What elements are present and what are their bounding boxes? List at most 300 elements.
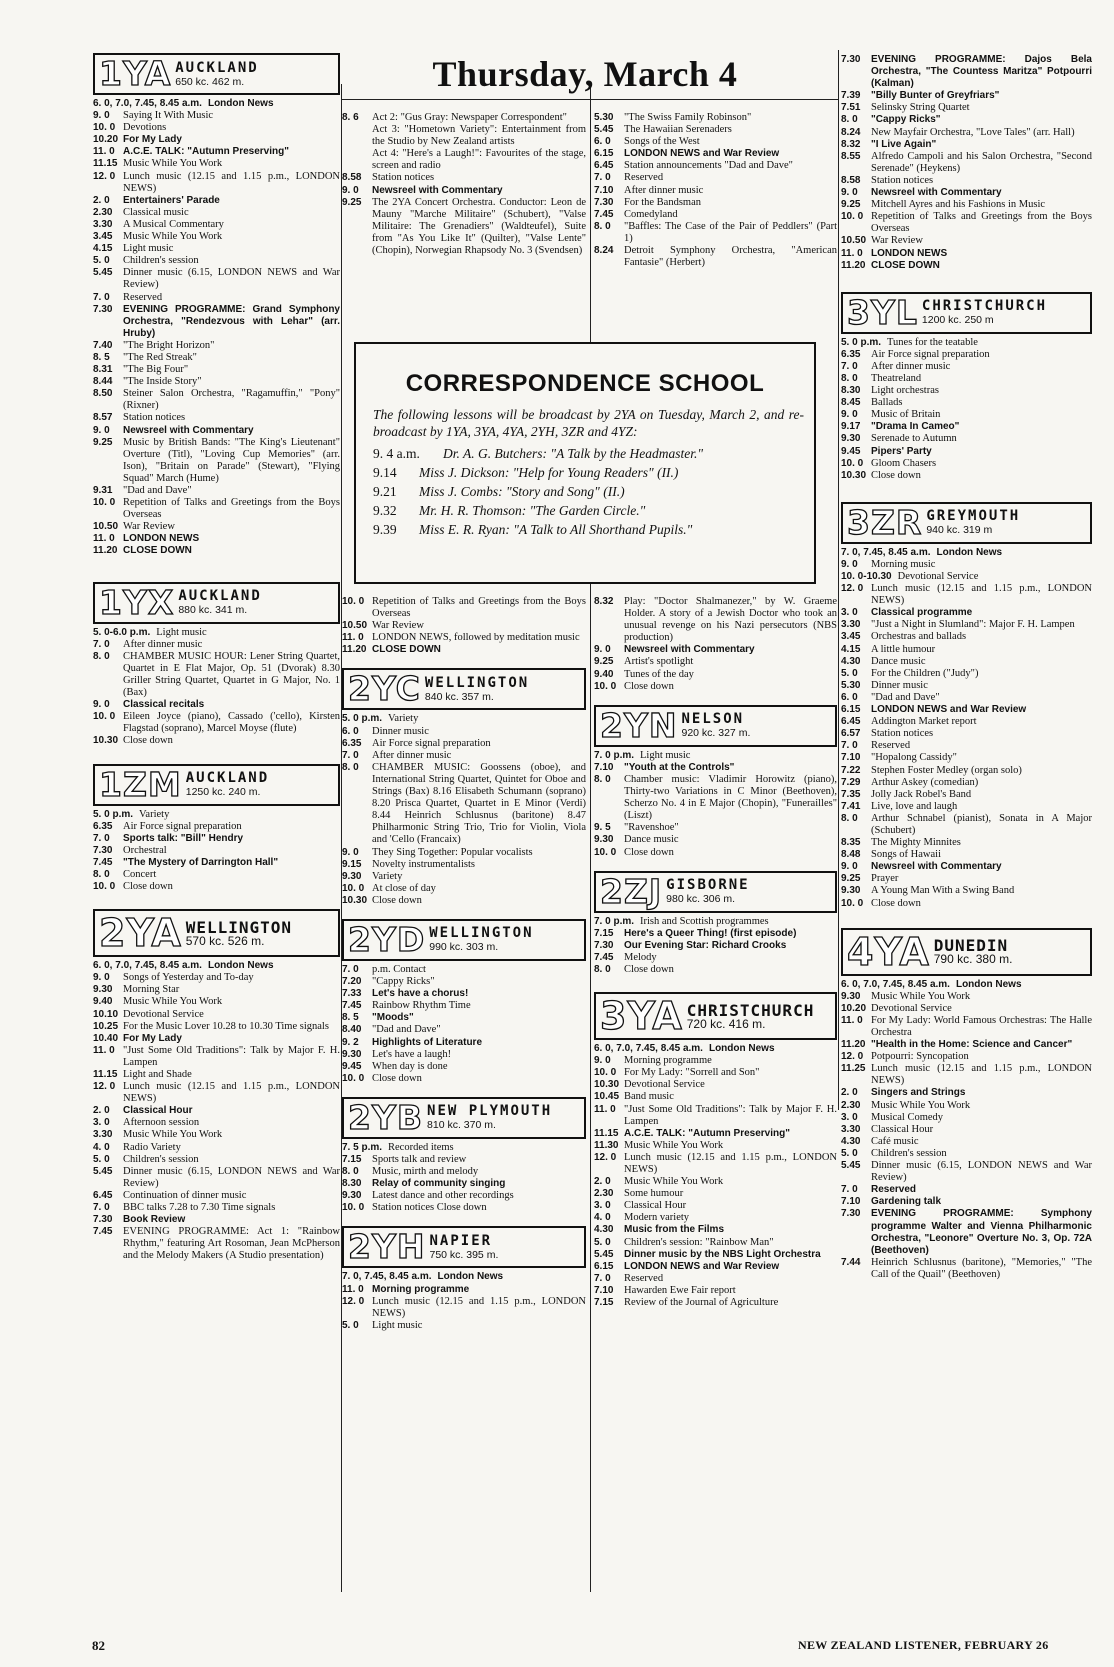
page-number: 82 <box>92 1638 105 1653</box>
programme-title: A.C.E. TALK: "Autumn Preserving" <box>123 146 289 158</box>
programme-time: 8.30 <box>342 1178 362 1190</box>
programme-time: 10. 0 <box>594 680 617 692</box>
programme-title: Prayer <box>871 873 899 885</box>
programme-title: Light and Shade <box>123 1069 192 1080</box>
programme-title: "The Bright Horizon" <box>123 339 215 351</box>
programme-title: Children's session <box>871 1147 947 1159</box>
programme-title: Highlights of Literature <box>372 1036 482 1048</box>
programme-list <box>342 1271 586 1331</box>
programme-item <box>93 1117 340 1129</box>
programme-time: 8. 0 <box>342 761 359 773</box>
programme-title: Air Force signal preparation <box>123 820 242 832</box>
programme-list <box>594 1043 837 1309</box>
programme-item <box>93 735 340 747</box>
programme-title: Newsreel with Commentary <box>871 187 1002 199</box>
programme-item <box>594 762 837 774</box>
programme-time: 7.45 <box>342 1000 362 1012</box>
programme-title: Act 4: "Here's a Laugh!": Favourites of the stage, screen and radio <box>372 148 586 172</box>
programme-item <box>342 859 586 871</box>
programme-time: 3. 0 <box>93 1117 110 1129</box>
programme-time: 7.15 <box>594 1297 614 1309</box>
programme-list <box>841 547 1092 910</box>
programme-title: Recorded items <box>388 1141 454 1153</box>
programme-title: Act 2: "Gus Gray: Newspaper Correspondent" <box>372 112 567 123</box>
programme-title: Tunes for the teatable <box>887 336 978 348</box>
programme-title: EVENING PROGRAMME: Act 1: "Rainbow Rhythm," featuring Art Rosoman, Jean McPherson and the Melody Makers (A Studio presentation) <box>123 1226 340 1262</box>
programme-list <box>342 964 586 1085</box>
programme-title: Addington Market report <box>871 716 977 728</box>
programme-item <box>841 1063 1092 1087</box>
programme-title: CLOSE DOWN <box>123 545 192 557</box>
programme-time: 7.45 <box>594 208 614 220</box>
programme-item <box>594 1104 837 1128</box>
programme-list <box>342 713 586 907</box>
programme-time: 10.50 <box>93 521 119 533</box>
programme-time: 10. 0 <box>841 457 864 469</box>
programme-time: 9.25 <box>342 196 362 208</box>
programme-item <box>93 110 340 122</box>
programme-time: 3.45 <box>93 231 113 243</box>
programme-item <box>841 54 1092 90</box>
programme-title: War Review <box>372 620 424 632</box>
programme-time: 9. 5 <box>594 822 611 834</box>
programme-title: When day is done <box>372 1060 448 1072</box>
lesson-item <box>356 520 814 539</box>
programme-item <box>93 388 340 412</box>
programme-time: 7. 0 <box>594 1272 611 1284</box>
programme-time: 5.30 <box>594 112 614 123</box>
programme-time: 7.22 <box>841 764 861 776</box>
programme-time: 7.20 <box>342 976 362 988</box>
programme-item <box>594 148 837 160</box>
programme-title: War Review <box>123 521 175 533</box>
station-city: WELLINGTON <box>424 674 530 691</box>
programme-item <box>594 1043 837 1055</box>
programme-time: 6.15 <box>594 1260 614 1272</box>
station-frequency: 990 kc. 303 m. <box>429 941 499 954</box>
station-frequency: 650 kc. 462 m. <box>175 75 245 88</box>
programme-item <box>841 127 1092 139</box>
programme-time: 10.50 <box>342 620 368 632</box>
programme-title: "The Big Four" <box>123 364 189 376</box>
programme-time: 4.15 <box>93 243 113 255</box>
programme-item <box>93 857 340 869</box>
programme-time: 10.25 <box>93 1020 119 1032</box>
programme-title: Afternoon session <box>123 1117 200 1129</box>
programme-title: BBC talks 7.28 to 7.30 Time signals <box>123 1202 276 1214</box>
programme-time: 7. 0, 7.45, 8.45 a.m. <box>841 546 931 558</box>
programme-list <box>594 112 837 269</box>
programme-time: 10. 0 <box>93 711 116 723</box>
programme-time: 4.30 <box>841 655 861 667</box>
programme-item <box>342 1320 586 1332</box>
programme-item <box>342 1271 586 1283</box>
programme-item <box>342 895 586 907</box>
programme-title: Morning programme <box>372 1283 470 1295</box>
programme-item <box>93 437 340 485</box>
programme-time: 9.30 <box>93 984 113 996</box>
station-frequency: 790 kc. 380 m. <box>933 952 1013 967</box>
programme-title: Dinner music (6.15, LONDON NEWS and War Review) <box>123 1165 340 1189</box>
programme-title: After dinner music <box>871 360 951 372</box>
programme-time: 9. 0 <box>594 1055 611 1067</box>
programme-time: 7. 0 <box>841 740 858 752</box>
programme-time: 8.32 <box>841 138 861 150</box>
programme-item <box>594 644 837 656</box>
programme-title: Variety <box>388 713 419 725</box>
station-city: GREYMOUTH <box>926 508 1021 525</box>
programme-list <box>342 1142 586 1215</box>
programme-title: Children's session <box>123 255 199 267</box>
programme-time: 7. 0 <box>93 832 110 844</box>
programme-item <box>594 596 837 644</box>
programme-item <box>93 207 340 219</box>
programme-item <box>594 669 837 681</box>
programme-item <box>93 881 340 893</box>
programme-time: 10.40 <box>93 1032 119 1044</box>
programme-time: 5.30 <box>841 679 861 691</box>
programme-time: 9. 0 <box>342 846 359 858</box>
programme-time: 8.30 <box>841 385 861 397</box>
programme-title: Close down <box>871 897 921 909</box>
programme-item <box>841 349 1092 361</box>
programme-title: Station notices <box>372 172 435 184</box>
programme-title: LONDON NEWS and War Review <box>871 704 1027 716</box>
programme-item <box>594 1067 837 1079</box>
programme-title: p.m. Contact <box>372 963 426 975</box>
programme-item <box>93 711 340 735</box>
programme-item <box>841 114 1092 126</box>
programme-title: A little humour <box>871 643 936 655</box>
programme-item <box>594 928 837 940</box>
station-header-2yn <box>594 705 837 747</box>
programme-time: 5. 0 <box>93 1153 110 1165</box>
programme-time: 8. 0 <box>594 963 611 975</box>
programme-title: "Cappy Ricks" <box>871 114 941 126</box>
programme-item <box>594 750 837 762</box>
programme-title: Arthur Schnabel (pianist), Sonata in A Major (Schubert) <box>871 812 1092 836</box>
programme-time: 2. 0 <box>93 1105 110 1117</box>
programme-list <box>841 979 1092 1281</box>
programme-title: Serenade to Autumn <box>871 433 957 445</box>
programme-title: "Dad and Dave" <box>123 485 192 496</box>
programme-time: 9.30 <box>342 1190 362 1202</box>
station-logo: 4YA <box>847 929 930 974</box>
column-3 <box>594 596 837 1309</box>
programme-title: Classical programme <box>871 607 973 619</box>
programme-title: Sports talk and review <box>372 1154 467 1165</box>
programme-title: Lunch music (12.15 and 1.15 p.m., LONDON NEWS) <box>624 1151 837 1175</box>
station-logo: 1YA <box>99 54 172 93</box>
programme-item <box>93 255 340 267</box>
programme-time: 10.20 <box>841 1002 867 1014</box>
station-header-4ya <box>841 928 1092 976</box>
programme-time: 9. 0 <box>841 558 858 570</box>
programme-title: EVENING PROGRAMME: Grand Symphony Orchestra, "Rendezvous with Lehar" (arr. Hruby) <box>123 303 340 339</box>
programme-title: Pipers' Party <box>871 445 932 457</box>
programme-title: Detroit Symphony Orchestra, "American Fantasie" (Herbert) <box>624 245 837 269</box>
programme-title: Air Force signal preparation <box>372 737 491 749</box>
programme-title: Songs of the West <box>624 136 700 148</box>
programme-item <box>841 849 1092 861</box>
programme-time: 5. 0 p.m. <box>342 713 383 725</box>
programme-item <box>93 1190 340 1202</box>
programme-time: 7.41 <box>841 800 861 812</box>
programme-time: 7.35 <box>841 788 861 800</box>
programme-list <box>594 750 837 859</box>
lesson-time: 9.21 <box>373 484 397 499</box>
programme-time: 11. 0 <box>93 1044 115 1056</box>
programme-item <box>342 713 586 725</box>
station-frequency: 1200 kc. 250 m <box>921 314 994 327</box>
programme-title: Children's session <box>123 1153 199 1165</box>
programme-item <box>594 1128 837 1140</box>
programme-time: 7.15 <box>594 927 614 939</box>
programme-item <box>342 988 586 1000</box>
programme-title: Hawarden Ewe Fair report <box>624 1284 736 1296</box>
station-header-2ya <box>93 909 340 957</box>
station-city: AUCKLAND <box>178 588 262 605</box>
programme-time: 7.45 <box>93 1226 113 1238</box>
programme-time: 10.50 <box>841 235 867 247</box>
programme-time: 5. 0 <box>841 1147 858 1159</box>
programme-time: 10. 0 <box>342 596 365 607</box>
programme-time: 5.45 <box>841 1160 861 1172</box>
programme-time: 10. 0 <box>841 211 864 223</box>
programme-time: 7. 0 <box>841 1184 858 1196</box>
programme-title: The Mighty Minnites <box>871 837 961 849</box>
programme-item <box>594 952 837 964</box>
programme-title: Musical Comedy <box>871 1111 944 1123</box>
programme-time: 10. 0 <box>594 1067 617 1079</box>
programme-time: 6.57 <box>841 728 861 740</box>
programme-title: Classical music <box>123 206 189 218</box>
programme-title: Latest dance and other recordings <box>372 1190 514 1202</box>
programme-title: Morning programme <box>624 1055 712 1067</box>
programme-item <box>93 533 340 545</box>
programme-item <box>841 1100 1092 1112</box>
programme-item <box>841 1184 1092 1196</box>
programme-title: Arthur Askey (comedian) <box>871 776 979 788</box>
programme-item <box>841 433 1092 445</box>
programme-item <box>841 1148 1092 1160</box>
station-frequency: 810 kc. 370 m. <box>427 1119 496 1132</box>
programme-time: 8.24 <box>594 245 614 257</box>
programme-item <box>93 1069 340 1081</box>
programme-time: 12. 0 <box>93 1081 116 1093</box>
programme-title: "Dad and Dave" <box>372 1024 441 1036</box>
station-city: NEW PLYMOUTH <box>427 1103 553 1120</box>
programme-item <box>594 112 837 124</box>
station-frequency: 880 kc. 341 m. <box>178 604 248 617</box>
programme-time: 8. 0 <box>342 1166 359 1178</box>
programme-time: 7.30 <box>93 1214 113 1226</box>
programme-title: For the Children ("Judy") <box>871 667 979 679</box>
programme-item <box>841 728 1092 740</box>
programme-item <box>342 1178 586 1190</box>
programme-time: 8. 0 <box>93 868 110 880</box>
programme-title: Steiner Salon Orchestra, "Ragamuffin," "Pony" (Rixner) <box>123 388 340 412</box>
programme-time: 8.44 <box>93 376 113 388</box>
programme-item <box>841 151 1092 175</box>
programme-item <box>342 1190 586 1202</box>
programme-title: Music While You Work <box>123 231 223 243</box>
programme-item <box>594 124 837 136</box>
station-frequency: 1250 kc. 240 m. <box>185 786 261 798</box>
programme-title: Act 3: "Hometown Variety": Entertainment from the Studio by New Zealand artists <box>372 124 586 148</box>
programme-time: 2. 0 <box>93 194 110 206</box>
programme-time: 10. 0-10.30 <box>841 571 892 582</box>
programme-time: 3. 0 <box>841 1111 858 1123</box>
programme-time <box>342 148 372 172</box>
programme-item <box>93 340 340 352</box>
programme-title: Newsreel with Commentary <box>372 184 503 196</box>
programme-item <box>841 409 1092 421</box>
programme-item <box>342 883 586 895</box>
station-city: CHRISTCHURCH <box>921 298 1048 315</box>
programme-title: CLOSE DOWN <box>372 644 441 656</box>
programme-title: Light music <box>123 243 174 255</box>
heading-rule <box>342 99 838 100</box>
programme-item <box>841 373 1092 385</box>
programme-item <box>594 160 837 172</box>
programme-item <box>594 172 837 184</box>
programme-item <box>342 750 586 762</box>
programme-time: 7.30 <box>841 54 861 65</box>
programme-item <box>841 813 1092 837</box>
programme-item <box>342 1202 586 1214</box>
programme-title: Music from the Films <box>624 1224 725 1236</box>
programme-time: 6. 0, 7.0, 7.45, 8.45 a.m. <box>841 978 950 990</box>
programme-time: 9.45 <box>342 1060 362 1072</box>
programme-item <box>594 245 837 269</box>
programme-title: Devotional Service <box>624 1079 705 1091</box>
programme-time: 7. 0 p.m. <box>594 915 635 927</box>
programme-title: Devotions <box>123 122 167 134</box>
programme-title: Devotional Service <box>897 571 979 582</box>
programme-time: 5. 0 <box>594 1236 611 1248</box>
programme-title: Rainbow Rhythm Time <box>372 1000 471 1012</box>
programme-item <box>342 1154 586 1166</box>
programme-list <box>594 596 837 693</box>
programme-item <box>342 596 586 620</box>
programme-item <box>93 639 340 651</box>
programme-item <box>342 1049 586 1061</box>
programme-item <box>93 1154 340 1166</box>
programme-title: Classical Hour <box>123 1105 193 1117</box>
programme-title: For the Music Lover 10.28 to 10.30 Time signals <box>123 1020 329 1032</box>
station-frequency: 920 kc. 327 m. <box>681 727 751 740</box>
programme-title: Selinsky String Quartet <box>871 102 970 114</box>
programme-title: "Youth at the Controls" <box>624 761 735 773</box>
station-logo: 2YN <box>600 705 678 745</box>
lesson-title: Mr. H. R. Thomson: "The Garden Circle." <box>419 503 646 518</box>
programme-time: 7.44 <box>841 1256 861 1268</box>
programme-title: Entertainers' Parade <box>123 194 220 206</box>
station-logo: 2YH <box>348 1227 426 1267</box>
programme-title: The 2YA Concert Orchestra. Conductor: Leon de Mauny "Marche Militaire" (Schubert), "Valse Militaire: The Grenadiers" (Waldteufel), Suite from "As You Like It" (Quilter), "Valse Lente" (Chopin), Norwegian Rhapsody No. 3 (Svendsen) <box>372 196 586 257</box>
programme-time: 7.30 <box>93 844 113 856</box>
programme-item <box>93 304 340 340</box>
station-logo: 2YA <box>99 911 182 956</box>
programme-title: They Sing Together: Popular vocalists <box>372 846 533 858</box>
programme-time: 11. 0 <box>342 1283 364 1295</box>
programme-item <box>841 631 1092 643</box>
programme-title: "The Mystery of Darrington Hall" <box>123 856 279 868</box>
programme-title: Lunch music (12.15 and 1.15 p.m., LONDON NEWS) <box>372 1295 586 1319</box>
programme-time: 8.24 <box>841 126 861 138</box>
station-logo: 2ZJ <box>600 871 663 911</box>
programme-item <box>841 187 1092 199</box>
programme-item <box>93 171 340 195</box>
programme-item <box>93 195 340 207</box>
programme-item <box>841 571 1092 583</box>
programme-title: Songs of Hawaii <box>871 849 941 861</box>
programme-title: Reserved <box>123 291 163 303</box>
programme-time: 7. 0, 7.45, 8.45 a.m. <box>342 1271 432 1283</box>
programme-title: Station notices <box>871 728 934 740</box>
programme-title: Lunch music (12.15 and 1.15 p.m., LONDON NEWS) <box>123 1081 340 1105</box>
programme-time: 8. 5 <box>93 351 110 363</box>
programme-time: 10.20 <box>93 134 119 146</box>
programme-item <box>841 547 1092 559</box>
programme-time: 10. 0 <box>342 1072 365 1084</box>
programme-time: 8. 0 <box>841 114 858 126</box>
programme-time: 2.30 <box>841 1099 861 1111</box>
programme-time: 6. 0 <box>841 691 858 703</box>
programme-item <box>93 651 340 699</box>
programme-title: After dinner music <box>624 184 704 196</box>
programme-title: "The Swiss Family Robinson" <box>624 112 752 123</box>
programme-item <box>93 376 340 388</box>
programme-item <box>93 231 340 243</box>
programme-time: 11.25 <box>841 1063 866 1075</box>
programme-time: 3. 0 <box>594 1200 611 1212</box>
programme-title: "Baffles: The Case of the Pair of Peddlers" (Part 1) <box>624 220 837 244</box>
programme-item <box>841 765 1092 777</box>
programme-title: A Young Man With a Swing Band <box>871 885 1015 897</box>
programme-time: 2. 0 <box>841 1087 858 1099</box>
programme-time: 9.25 <box>841 873 861 885</box>
programme-item <box>841 1160 1092 1184</box>
programme-title: Orchestras and ballads <box>871 631 967 643</box>
programme-title: Dance music <box>871 655 926 667</box>
programme-title: Let's have a laugh! <box>372 1048 452 1060</box>
programme-item <box>342 738 586 750</box>
programme-title: Close down <box>372 894 422 906</box>
programme-title: Sports talk: "Bill" Hendry <box>123 832 244 844</box>
programme-title: Dinner music <box>871 679 928 691</box>
programme-title: Let's have a chorus! <box>372 988 469 1000</box>
programme-time: 11. 0 <box>93 533 115 545</box>
programme-item <box>841 692 1092 704</box>
programme-list <box>93 627 340 748</box>
programme-title: Live, love and laugh <box>871 800 958 812</box>
programme-time: 10.30 <box>342 894 368 906</box>
programme-time: 10.30 <box>594 1079 620 1091</box>
programme-time: 9.30 <box>841 433 861 445</box>
programme-title: Our Evening Star: Richard Crooks <box>624 939 787 951</box>
programme-title: Station notices <box>871 174 934 186</box>
programme-item <box>594 1297 837 1309</box>
programme-item <box>841 979 1092 991</box>
station-city: WELLINGTON <box>185 917 293 937</box>
box-intro: The following lessons will be broadcast by 2YA on Tuesday, March 2, and re-broadcast by 1YA, 3YA, 4YA, 2YH, 3ZR and 4YZ: <box>373 407 804 439</box>
programme-item <box>93 352 340 364</box>
programme-item <box>342 1142 586 1154</box>
programme-list <box>93 960 340 1262</box>
programme-time: 4. 0 <box>594 1212 611 1224</box>
